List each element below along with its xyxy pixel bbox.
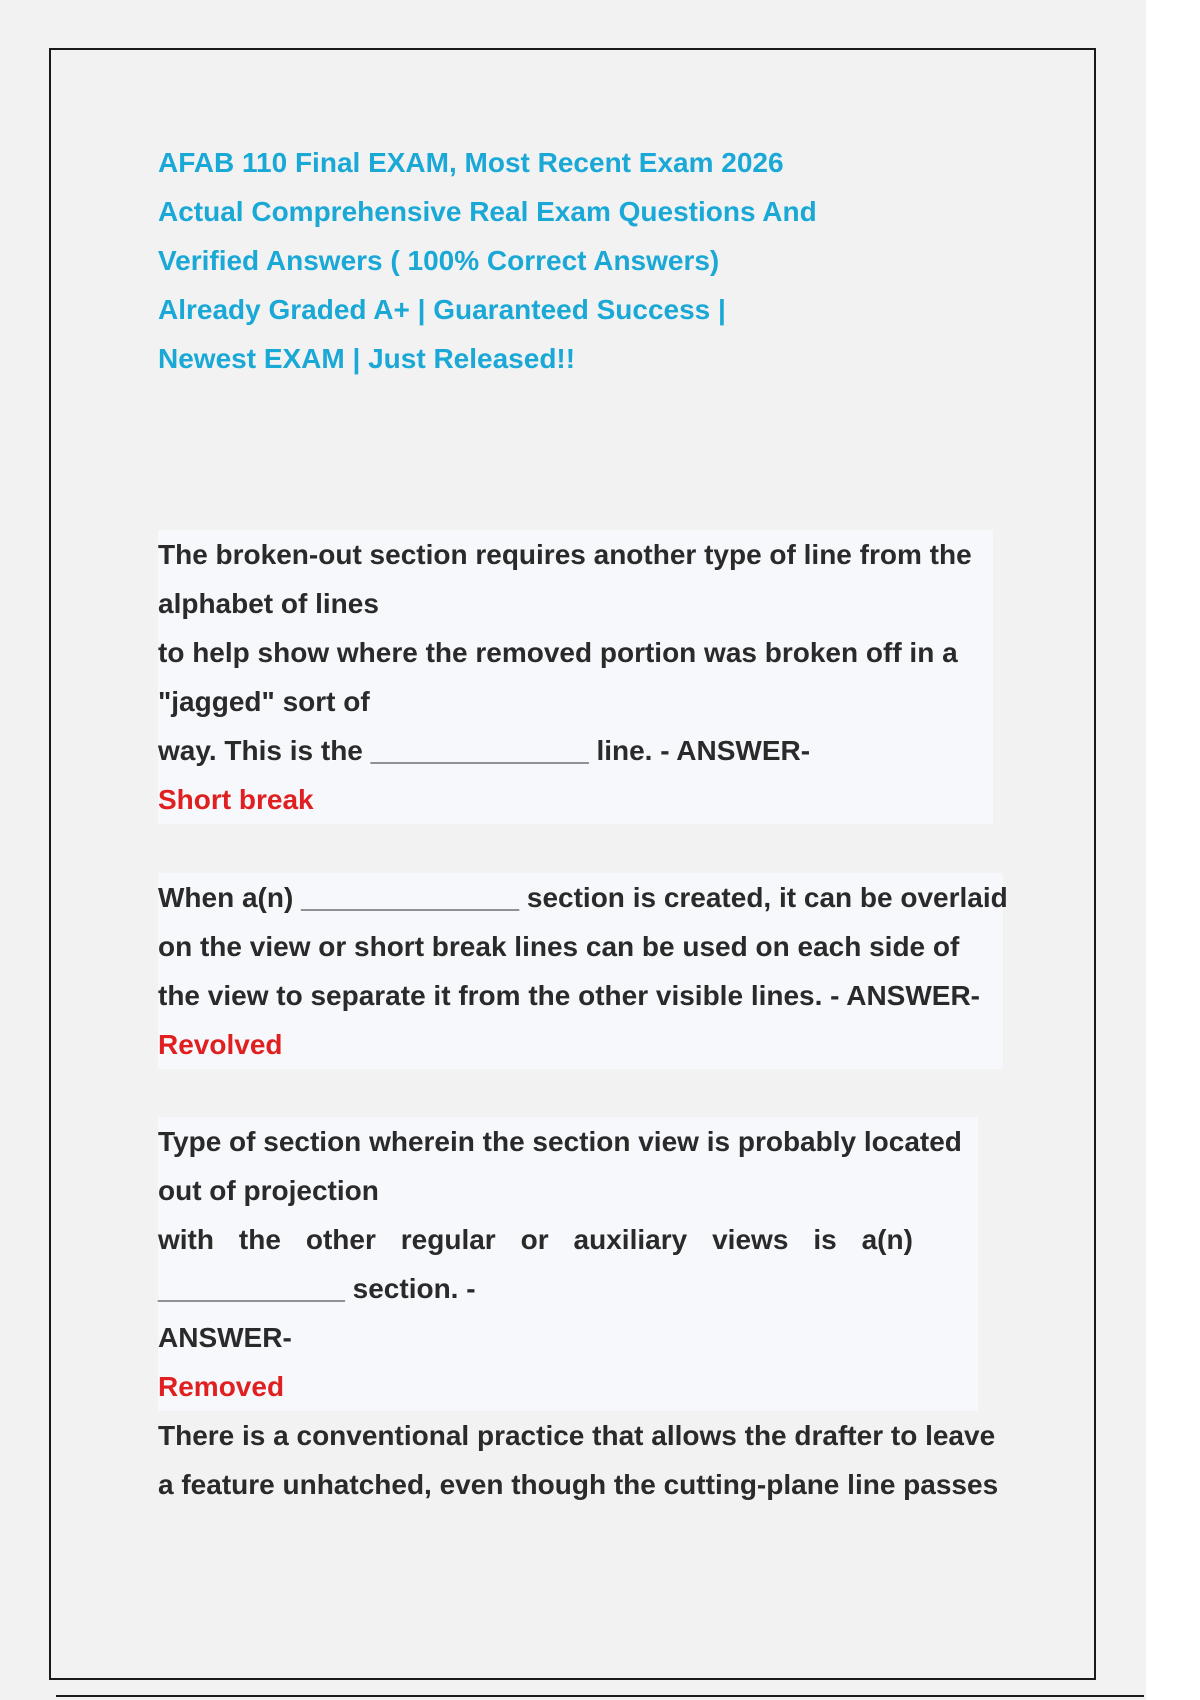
word: views [712,1224,789,1255]
question-line: the view to separate it from the other visible lines. - ANSWER- [158,980,981,1011]
title-line: AFAB 110 Final EXAM, Most Recent Exam 2026 [158,147,784,178]
question-block-2 [158,873,1008,1069]
answer-text: Short break [158,784,314,815]
question-line: Type of section wherein the section view is probably located [158,1126,962,1157]
word: auxiliary [573,1224,688,1255]
answer-text: Removed [158,1371,285,1402]
question-line: a feature unhatched, even though the cutting-plane line passes [158,1469,999,1500]
word: a(n) [861,1224,913,1255]
question-line: ____________ section. - [158,1273,476,1304]
question-line: alphabet of lines [158,588,379,619]
question-line: There is a conventional practice that allows the drafter to leave [158,1420,996,1451]
word: the [238,1224,281,1255]
word: or [520,1224,549,1255]
title-line: Already Graded A+ | Guaranteed Success | [158,294,726,325]
question-block-3 [158,1117,978,1411]
question-block-4 [158,1411,1038,1509]
document-content [158,138,1038,1500]
title-line: Actual Comprehensive Real Exam Questions And [158,196,817,227]
title-line: Verified Answers ( 100% Correct Answers) [158,245,720,276]
question-line: The broken-out section requires another type of line from the [158,539,972,570]
question-block-1 [158,530,993,824]
bottom-rule [56,1695,1144,1697]
document-title [158,138,1038,383]
title-line: Newest EXAM | Just Released!! [158,343,576,374]
word: is [813,1224,837,1255]
question-line: on the view or short break lines can be used on each side of [158,931,960,962]
question-line: out of projection [158,1175,379,1206]
word: other [305,1224,376,1255]
question-line: way. This is the ______________ line. - ANSWER- [158,735,811,766]
question-line: When a(n) ______________ section is created, it can be overlaid [158,882,1008,913]
question-line: to help show where the removed portion was broken off in a [158,637,958,668]
word: regular [400,1224,496,1255]
question-line: ANSWER- [158,1322,292,1353]
answer-text: Revolved [158,1029,283,1060]
word: with [158,1224,214,1255]
justified-question-line [158,1215,913,1264]
question-line: "jagged" sort of [158,686,370,717]
